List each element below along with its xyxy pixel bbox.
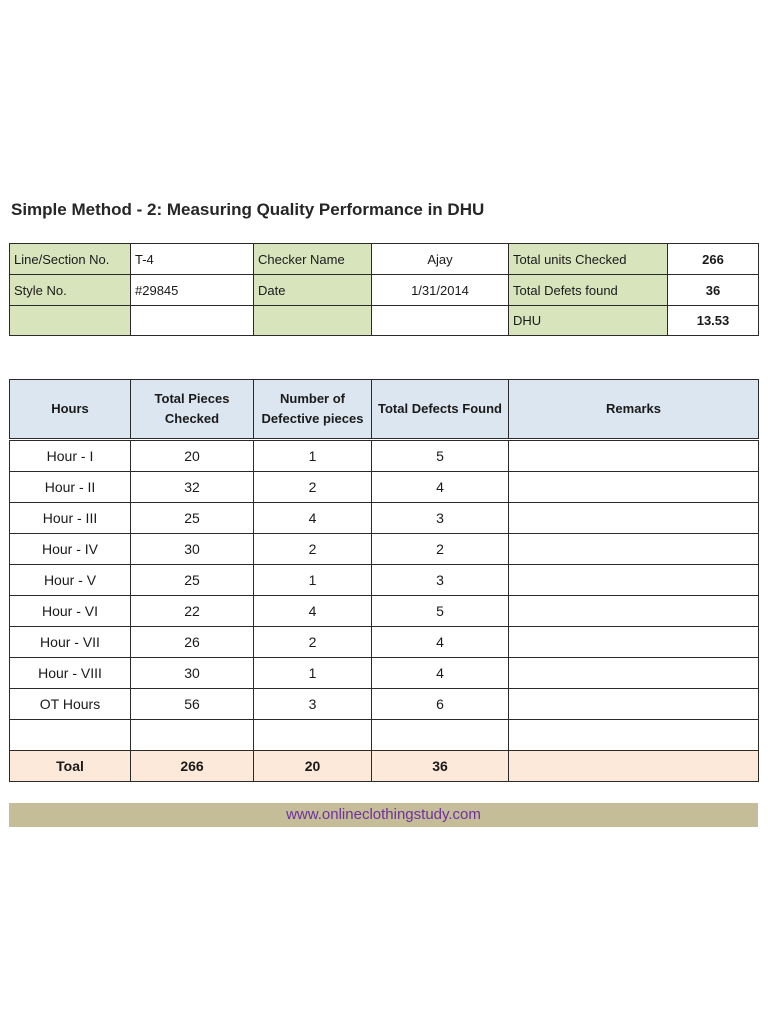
defects-cell[interactable]: 3 — [372, 503, 509, 534]
remarks-cell[interactable] — [509, 565, 759, 596]
info-row-line — [10, 244, 759, 275]
pieces-cell[interactable]: 30 — [131, 658, 254, 689]
defective-cell[interactable]: 1 — [254, 565, 372, 596]
defective-cell[interactable]: 2 — [254, 627, 372, 658]
remarks-cell[interactable] — [509, 440, 759, 472]
info-row-style — [10, 275, 759, 306]
line-label: Line/Section No. — [10, 244, 131, 275]
remarks-cell[interactable] — [509, 472, 759, 503]
pieces-cell[interactable]: 30 — [131, 534, 254, 565]
pieces-cell[interactable]: 32 — [131, 472, 254, 503]
dhu-label: DHU — [509, 306, 668, 336]
footer-url-link[interactable]: www.onlineclothingstudy.com — [9, 803, 758, 827]
info-row-dhu — [10, 306, 759, 336]
line-value[interactable]: T-4 — [131, 244, 254, 275]
remarks-cell[interactable] — [509, 596, 759, 627]
style-value[interactable]: #29845 — [131, 275, 254, 306]
table-row — [10, 440, 759, 472]
table-row — [10, 627, 759, 658]
total-label: Toal — [10, 751, 131, 782]
checker-value[interactable]: Ajay — [372, 244, 509, 275]
pieces-cell[interactable]: 25 — [131, 565, 254, 596]
total-defective: 20 — [254, 751, 372, 782]
defective-cell[interactable]: 2 — [254, 534, 372, 565]
defective-cell[interactable]: 4 — [254, 596, 372, 627]
total-pieces: 266 — [131, 751, 254, 782]
table-row — [10, 472, 759, 503]
defects-cell[interactable]: 5 — [372, 596, 509, 627]
defective-cell[interactable]: 1 — [254, 440, 372, 472]
style-label: Style No. — [10, 275, 131, 306]
table-row — [10, 503, 759, 534]
defective-cell[interactable]: 4 — [254, 503, 372, 534]
column-header-hours: Hours — [10, 380, 131, 440]
total-remarks — [509, 751, 759, 782]
units-checked-label: Total units Checked — [509, 244, 668, 275]
defects-cell[interactable]: 4 — [372, 658, 509, 689]
defective-cell[interactable]: 2 — [254, 472, 372, 503]
column-header-defects: Total Defects Found — [372, 380, 509, 440]
page-title: Simple Method - 2: Measuring Quality Performance in DHU — [11, 200, 485, 219]
table-row — [10, 565, 759, 596]
remarks-cell[interactable] — [509, 627, 759, 658]
defects-cell[interactable]: 4 — [372, 627, 509, 658]
hour-cell: Hour - III — [10, 503, 131, 534]
defects-found-value[interactable]: 36 — [668, 275, 759, 306]
pieces-cell[interactable]: 25 — [131, 503, 254, 534]
defects-cell[interactable]: 2 — [372, 534, 509, 565]
table-row — [10, 689, 759, 720]
column-header-defective: Number of Defective pieces — [254, 380, 372, 440]
table-row — [10, 596, 759, 627]
defective-cell[interactable]: 1 — [254, 658, 372, 689]
empty-cell[interactable] — [372, 720, 509, 751]
date-label: Date — [254, 275, 372, 306]
remarks-cell[interactable] — [509, 534, 759, 565]
hour-cell: Hour - VII — [10, 627, 131, 658]
defects-cell[interactable]: 6 — [372, 689, 509, 720]
column-header-pieces: Total Pieces Checked — [131, 380, 254, 440]
empty-row — [10, 720, 759, 751]
pieces-cell[interactable]: 26 — [131, 627, 254, 658]
hour-cell: Hour - V — [10, 565, 131, 596]
defects-cell[interactable]: 3 — [372, 565, 509, 596]
dhu-value[interactable]: 13.53 — [668, 306, 759, 336]
remarks-cell[interactable] — [509, 658, 759, 689]
defective-cell[interactable]: 3 — [254, 689, 372, 720]
remarks-cell[interactable] — [509, 503, 759, 534]
pieces-cell[interactable]: 20 — [131, 440, 254, 472]
empty-cell[interactable] — [509, 720, 759, 751]
hour-cell: Hour - II — [10, 472, 131, 503]
date-value[interactable]: 1/31/2014 — [372, 275, 509, 306]
empty-cell[interactable] — [10, 720, 131, 751]
remarks-cell[interactable] — [509, 689, 759, 720]
table-row — [10, 658, 759, 689]
empty-cell[interactable] — [372, 306, 509, 336]
header-row — [10, 380, 759, 440]
pieces-cell[interactable]: 56 — [131, 689, 254, 720]
hourly-table — [9, 379, 759, 782]
column-header-remarks: Remarks — [509, 380, 759, 440]
defects-cell[interactable]: 5 — [372, 440, 509, 472]
table-row — [10, 534, 759, 565]
hour-cell: Hour - I — [10, 440, 131, 472]
hour-cell: OT Hours — [10, 689, 131, 720]
hour-cell: Hour - VI — [10, 596, 131, 627]
defects-found-label: Total Defets found — [509, 275, 668, 306]
hour-cell: Hour - IV — [10, 534, 131, 565]
units-checked-value[interactable]: 266 — [668, 244, 759, 275]
defects-cell[interactable]: 4 — [372, 472, 509, 503]
checker-label: Checker Name — [254, 244, 372, 275]
empty-cell[interactable] — [10, 306, 131, 336]
empty-cell[interactable] — [131, 306, 254, 336]
empty-cell[interactable] — [131, 720, 254, 751]
empty-cell[interactable] — [254, 306, 372, 336]
pieces-cell[interactable]: 22 — [131, 596, 254, 627]
info-table — [9, 243, 759, 336]
total-row — [10, 751, 759, 782]
empty-cell[interactable] — [254, 720, 372, 751]
total-defects: 36 — [372, 751, 509, 782]
hour-cell: Hour - VIII — [10, 658, 131, 689]
